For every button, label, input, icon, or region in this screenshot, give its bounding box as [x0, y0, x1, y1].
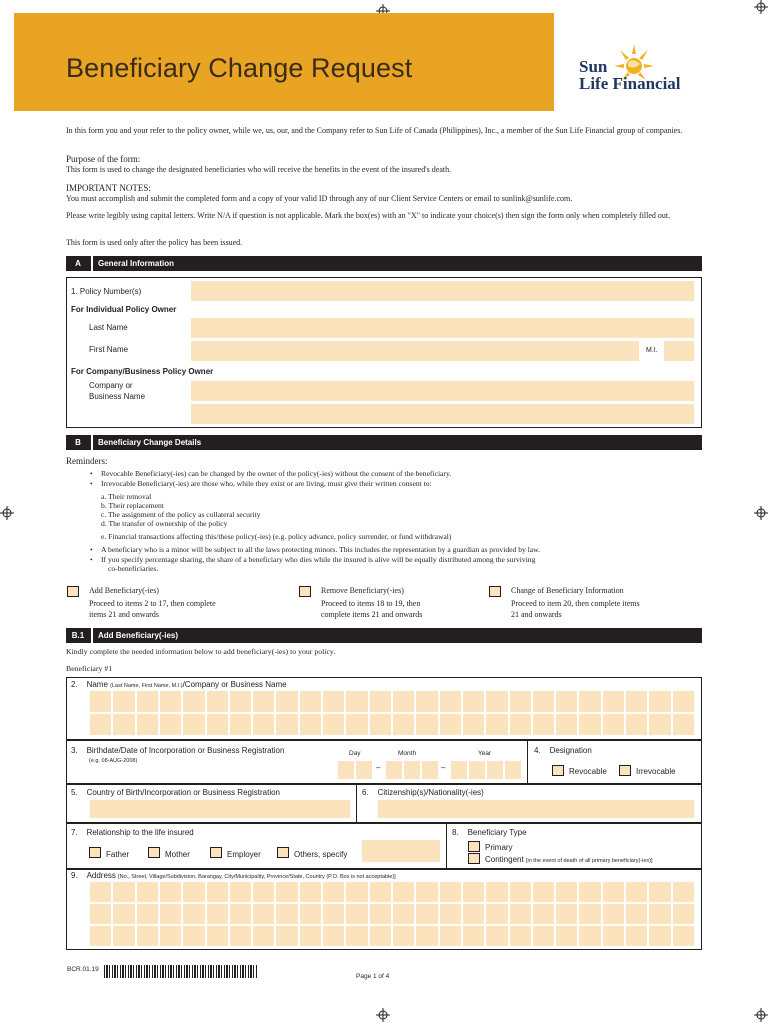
char-box[interactable] — [673, 691, 694, 712]
company-name-input-2[interactable] — [191, 404, 694, 424]
day-input[interactable] — [338, 761, 372, 779]
char-box[interactable] — [463, 691, 484, 712]
section-label: General Information — [98, 259, 175, 268]
name-num: 2. — [71, 680, 78, 689]
char-box[interactable] — [113, 714, 134, 735]
opt-add-title: Add Beneficiary(-ies) — [89, 586, 159, 595]
char-box[interactable] — [673, 926, 694, 946]
date-dash: – — [376, 763, 381, 772]
brand-name — [579, 58, 681, 92]
registration-mark-icon — [0, 506, 14, 520]
change-info-checkbox[interactable] — [489, 586, 501, 597]
reminder-2: Irrevocable Beneficiary(-ies) are those who, while they exist or are living, must give their written consent to: — [101, 479, 432, 488]
char-box[interactable] — [90, 882, 111, 902]
reminders-heading: Reminders: — [66, 456, 108, 466]
char-box[interactable] — [137, 904, 158, 924]
name-hint: (Last Name, First Name, M.I.) — [110, 683, 183, 689]
btype-main: Beneficiary Type — [467, 828, 527, 837]
char-box[interactable] — [370, 714, 391, 735]
name-main: Name — [86, 680, 108, 689]
barcode — [104, 965, 258, 978]
char-box[interactable] — [510, 882, 531, 902]
notes-heading: IMPORTANT NOTES: — [66, 183, 151, 193]
form-code: BCR.01.19 — [67, 966, 99, 973]
char-box[interactable] — [323, 714, 344, 735]
citizenship-main: Citizenship(s)/Nationality(-ies) — [377, 788, 484, 797]
bullet: • — [90, 479, 93, 488]
month-label: Month — [398, 750, 417, 757]
registration-mark-icon — [754, 1008, 768, 1022]
designation-label — [534, 746, 592, 756]
char-box[interactable] — [673, 882, 694, 902]
char-box[interactable] — [207, 882, 228, 902]
reminder-1: Revocable Beneficiary(-ies) can be changed by the owner of the policy(-ies) without the consent of the beneficiary. — [101, 469, 452, 478]
char-box[interactable] — [510, 904, 531, 924]
policy-number-label: 1. Policy Number(s) — [71, 287, 142, 296]
note-3: This form is used only after the policy has been issued. — [66, 238, 243, 247]
char-box[interactable] — [469, 761, 485, 779]
mi-label: M.I. — [646, 347, 658, 354]
address-label — [71, 871, 396, 881]
opt-change-title: Change of Beneficiary Information — [511, 586, 624, 595]
company-label-1: Company or — [89, 381, 133, 390]
reminder-2e: e. Financial transactions affecting this/these policy(-ies) (e.g. policy advance, policy surrender, or fund withdrawal) — [101, 532, 452, 541]
char-box[interactable] — [323, 691, 344, 712]
birth-label — [71, 746, 284, 756]
char-box[interactable] — [386, 761, 402, 779]
section-a-header — [66, 256, 702, 271]
char-box[interactable] — [626, 882, 647, 902]
char-box[interactable] — [440, 926, 461, 946]
citizenship-input[interactable] — [378, 800, 694, 818]
char-box[interactable] — [579, 904, 600, 924]
date-dash: – — [441, 763, 446, 772]
employer-checkbox[interactable] — [210, 847, 222, 858]
char-box[interactable] — [346, 904, 367, 924]
designation-main: Designation — [549, 746, 592, 755]
country-label — [71, 788, 280, 798]
section-letter: B — [75, 438, 81, 447]
last-name-label: Last Name — [89, 323, 128, 332]
registration-mark-icon — [376, 1008, 390, 1022]
purpose-heading: Purpose of the form: — [66, 154, 141, 164]
char-box[interactable] — [533, 714, 554, 735]
char-box[interactable] — [393, 882, 414, 902]
birth-main: Birthdate/Date of Incorporation or Business Registration — [86, 746, 285, 755]
primary-label: Primary — [485, 843, 513, 852]
char-box[interactable] — [276, 691, 297, 712]
char-box[interactable] — [300, 714, 321, 735]
char-box[interactable] — [626, 926, 647, 946]
brand-line-2: Life Financial — [579, 74, 681, 93]
opt-remove-desc-2: complete items 21 and onwards — [321, 610, 423, 619]
char-box[interactable] — [356, 761, 372, 779]
opt-remove-desc-1: Proceed to items 18 to 19, then — [321, 599, 421, 608]
char-box[interactable] — [416, 714, 437, 735]
char-box[interactable] — [579, 714, 600, 735]
char-box[interactable] — [300, 882, 321, 902]
char-box[interactable] — [323, 904, 344, 924]
relationship-main: Relationship to the life insured — [86, 828, 194, 837]
char-box[interactable] — [207, 691, 228, 712]
char-box[interactable] — [533, 882, 554, 902]
char-box[interactable] — [393, 904, 414, 924]
char-box[interactable] — [416, 882, 437, 902]
char-box[interactable] — [416, 904, 437, 924]
char-box[interactable] — [649, 926, 670, 946]
char-box[interactable] — [404, 761, 420, 779]
address-hint: [No., Street, Village/Subdivision, Barangay, City/Municipality, Province/State, Country (P.O. Box is not acceptable)] — [118, 874, 396, 880]
char-box[interactable] — [556, 714, 577, 735]
char-box[interactable] — [300, 926, 321, 946]
contingent-checkbox[interactable] — [468, 853, 480, 864]
note-1: You must accomplish and submit the completed form and a copy of your valid ID through any of our Client Service Centers or email to sunlink@sunlife.com. — [66, 194, 573, 203]
char-box[interactable] — [556, 882, 577, 902]
year-input[interactable] — [451, 761, 521, 779]
char-box[interactable] — [440, 904, 461, 924]
char-box[interactable] — [556, 926, 577, 946]
company-name-input-1[interactable] — [191, 381, 694, 401]
char-box[interactable] — [393, 691, 414, 712]
char-box[interactable] — [90, 714, 111, 735]
beneficiary-heading: Beneficiary #1 — [66, 664, 113, 673]
char-box[interactable] — [533, 926, 554, 946]
btype-num: 8. — [452, 828, 459, 837]
char-box[interactable] — [113, 882, 134, 902]
char-box[interactable] — [510, 926, 531, 946]
char-box[interactable] — [346, 882, 367, 902]
char-box[interactable] — [90, 691, 111, 712]
char-box[interactable] — [113, 691, 134, 712]
char-box[interactable] — [90, 904, 111, 924]
char-box[interactable] — [463, 882, 484, 902]
char-box[interactable] — [626, 691, 647, 712]
name-label — [71, 680, 287, 690]
char-box[interactable] — [253, 714, 274, 735]
char-box[interactable] — [183, 904, 204, 924]
char-box[interactable] — [487, 761, 503, 779]
char-box[interactable] — [649, 882, 670, 902]
page-number: Page 1 of 4 — [356, 973, 390, 980]
char-box[interactable] — [603, 882, 624, 902]
policy-number-input[interactable] — [191, 281, 694, 301]
country-input[interactable] — [90, 800, 350, 818]
contingent-hint: [in the event of death of all primary beneficiary(-ies)] — [525, 858, 653, 864]
btype-label — [452, 828, 527, 838]
char-box[interactable] — [230, 714, 251, 735]
char-box[interactable] — [463, 904, 484, 924]
char-box[interactable] — [160, 882, 181, 902]
citizenship-num: 6. — [362, 788, 369, 797]
birth-hint: (e.g. 08-AUG-2008) — [89, 758, 138, 764]
char-box[interactable] — [533, 691, 554, 712]
char-box[interactable] — [276, 926, 297, 946]
char-box[interactable] — [137, 882, 158, 902]
bullet: • — [90, 555, 93, 564]
char-box[interactable] — [393, 926, 414, 946]
char-box[interactable] — [160, 904, 181, 924]
opt-add-desc-2: items 21 and onwards — [89, 610, 159, 619]
char-box[interactable] — [230, 882, 251, 902]
country-main: Country of Birth/Incorporation or Business Registration — [86, 788, 280, 797]
bullet: • — [90, 469, 93, 478]
char-box[interactable] — [183, 714, 204, 735]
add-beneficiary-checkbox[interactable] — [67, 586, 79, 597]
char-box[interactable] — [370, 691, 391, 712]
char-box[interactable] — [533, 904, 554, 924]
section-label: Add Beneficiary(-ies) — [98, 631, 179, 640]
section-letter: B.1 — [71, 631, 85, 640]
char-box[interactable] — [370, 926, 391, 946]
char-box[interactable] — [451, 761, 467, 779]
char-box[interactable] — [505, 761, 521, 779]
registration-mark-icon — [754, 506, 768, 520]
char-box[interactable] — [207, 714, 228, 735]
remove-beneficiary-checkbox[interactable] — [299, 586, 311, 597]
relationship-num: 7. — [71, 828, 78, 837]
char-box[interactable] — [556, 904, 577, 924]
char-box[interactable] — [486, 904, 507, 924]
char-box[interactable] — [649, 904, 670, 924]
char-box[interactable] — [603, 904, 624, 924]
page-title: Beneficiary Change Request — [66, 53, 413, 83]
char-box[interactable] — [649, 714, 670, 735]
char-box[interactable] — [463, 926, 484, 946]
char-box[interactable] — [183, 691, 204, 712]
char-box[interactable] — [300, 691, 321, 712]
address-char-grid[interactable] — [90, 882, 694, 946]
opt-change-desc-1: Proceed to item 20, then complete items — [511, 599, 640, 608]
father-label: Father — [106, 850, 130, 859]
char-box[interactable] — [370, 904, 391, 924]
char-box[interactable] — [230, 926, 251, 946]
address-num: 9. — [71, 871, 78, 880]
char-box[interactable] — [137, 926, 158, 946]
char-box[interactable] — [276, 882, 297, 902]
contingent-main: Contingent — [485, 855, 524, 864]
relationship-label — [71, 828, 194, 838]
char-box[interactable] — [673, 904, 694, 924]
purpose-text: This form is used to change the designated beneficiaries who will receive the benefits in the event of the insured's death. — [66, 165, 452, 174]
revocable-label: Revocable — [569, 767, 607, 776]
registration-mark-icon — [754, 0, 768, 14]
char-box[interactable] — [422, 761, 438, 779]
reminder-3: A beneficiary who is a minor will be subject to all the laws protecting minors. This includes the representation by a guardian as provided by law. — [101, 545, 541, 554]
intro-definition: In this form you and your refer to the policy owner, while we, us, our, and the Company refer to Sun Life of Canada (Philippines), Inc., a member of the Sun Life Financial group of companies. — [66, 126, 683, 135]
char-box[interactable] — [207, 904, 228, 924]
section-b-header — [66, 435, 702, 450]
reminder-4-line-1: If you specify percentage sharing, the share of a beneficiary who dies while the insured is alive will be equally distributed among the surviving — [101, 555, 536, 564]
char-box[interactable] — [323, 926, 344, 946]
char-box[interactable] — [276, 904, 297, 924]
day-label: Day — [349, 750, 361, 757]
reminder-2b: b. Their replacement — [101, 501, 164, 510]
char-box[interactable] — [160, 691, 181, 712]
char-box[interactable] — [510, 714, 531, 735]
note-2: Please write legibly using capital letters. Write N/A if question is not applicable. Mark the box(es) with an "X" to indicate your choice(s) then sign the form only when completely filled out. — [66, 211, 671, 220]
char-box[interactable] — [416, 691, 437, 712]
char-box[interactable] — [183, 926, 204, 946]
company-heading: For Company/Business Policy Owner — [71, 367, 214, 376]
char-box[interactable] — [137, 714, 158, 735]
char-box[interactable] — [626, 904, 647, 924]
char-box[interactable] — [556, 691, 577, 712]
char-box[interactable] — [440, 714, 461, 735]
last-name-input[interactable] — [191, 318, 694, 338]
mother-checkbox[interactable] — [148, 847, 160, 858]
irrevocable-checkbox[interactable] — [619, 765, 631, 776]
section-letter: A — [75, 259, 81, 268]
reminder-2a: a. Their removal — [101, 492, 152, 501]
mi-input[interactable] — [664, 341, 694, 361]
char-box[interactable] — [207, 926, 228, 946]
reminder-4-line-2: co-beneficiaries. — [108, 564, 159, 573]
char-box[interactable] — [160, 926, 181, 946]
section-label: Beneficiary Change Details — [98, 438, 202, 447]
address-main: Address — [86, 871, 116, 880]
char-box[interactable] — [486, 714, 507, 735]
char-box[interactable] — [113, 904, 134, 924]
others-checkbox[interactable] — [277, 847, 289, 858]
char-box[interactable] — [673, 714, 694, 735]
char-box[interactable] — [300, 904, 321, 924]
char-box[interactable] — [579, 882, 600, 902]
bullet: • — [90, 545, 93, 554]
char-box[interactable] — [440, 882, 461, 902]
char-box[interactable] — [230, 904, 251, 924]
employer-label: Employer — [227, 850, 261, 859]
b1-instruction: Kindly complete the needed information below to add beneficiary(-ies) to your policy. — [66, 647, 336, 656]
first-name-input[interactable] — [191, 341, 639, 361]
char-box[interactable] — [346, 691, 367, 712]
char-box[interactable] — [416, 926, 437, 946]
opt-change-desc-2: 21 and onwards — [511, 610, 562, 619]
char-box[interactable] — [346, 926, 367, 946]
first-name-label: First Name — [89, 345, 129, 354]
char-box[interactable] — [370, 882, 391, 902]
others-label: Others, specify — [294, 850, 348, 859]
char-box[interactable] — [160, 714, 181, 735]
char-box[interactable] — [230, 691, 251, 712]
opt-remove-title: Remove Beneficiary(-ies) — [321, 586, 404, 595]
char-box[interactable] — [603, 691, 624, 712]
reminder-2c: c. The assignment of the policy as collateral security — [101, 510, 261, 519]
country-num: 5. — [71, 788, 78, 797]
char-box[interactable] — [338, 761, 354, 779]
others-specify-input[interactable] — [362, 840, 440, 862]
char-box[interactable] — [486, 926, 507, 946]
char-box[interactable] — [113, 926, 134, 946]
section-b1-header — [66, 628, 702, 643]
company-label-2: Business Name — [89, 392, 146, 401]
char-box[interactable] — [486, 882, 507, 902]
primary-checkbox[interactable] — [468, 841, 480, 852]
contingent-label — [485, 855, 653, 865]
birth-num: 3. — [71, 746, 78, 755]
name-tail: /Company or Business Name — [182, 680, 287, 689]
char-box[interactable] — [579, 926, 600, 946]
father-checkbox[interactable] — [89, 847, 101, 858]
char-box[interactable] — [440, 691, 461, 712]
char-box[interactable] — [603, 714, 624, 735]
char-box[interactable] — [603, 926, 624, 946]
reminder-2d: d. The transfer of ownership of the policy — [101, 519, 228, 528]
citizenship-label — [362, 788, 484, 798]
char-box[interactable] — [346, 714, 367, 735]
char-box[interactable] — [253, 691, 274, 712]
char-box[interactable] — [626, 714, 647, 735]
char-box[interactable] — [253, 904, 274, 924]
brand-line-1: Sun — [579, 57, 608, 76]
char-box[interactable] — [253, 882, 274, 902]
opt-add-desc-1: Proceed to items 2 to 17, then complete — [89, 599, 216, 608]
char-box[interactable] — [510, 691, 531, 712]
designation-num: 4. — [534, 746, 541, 755]
char-box[interactable] — [253, 926, 274, 946]
char-box[interactable] — [393, 714, 414, 735]
char-box[interactable] — [137, 691, 158, 712]
char-box[interactable] — [276, 714, 297, 735]
year-label: Year — [478, 750, 492, 757]
mother-label: Mother — [165, 850, 190, 859]
char-box[interactable] — [183, 882, 204, 902]
char-box[interactable] — [649, 691, 670, 712]
irrevocable-label: Irrevocable — [636, 767, 676, 776]
char-box[interactable] — [486, 691, 507, 712]
char-box[interactable] — [90, 926, 111, 946]
char-box[interactable] — [463, 714, 484, 735]
month-input[interactable] — [386, 761, 438, 779]
individual-heading: For Individual Policy Owner — [71, 305, 177, 314]
name-char-grid[interactable] — [90, 691, 694, 735]
revocable-checkbox[interactable] — [552, 765, 564, 776]
char-box[interactable] — [579, 691, 600, 712]
char-box[interactable] — [323, 882, 344, 902]
